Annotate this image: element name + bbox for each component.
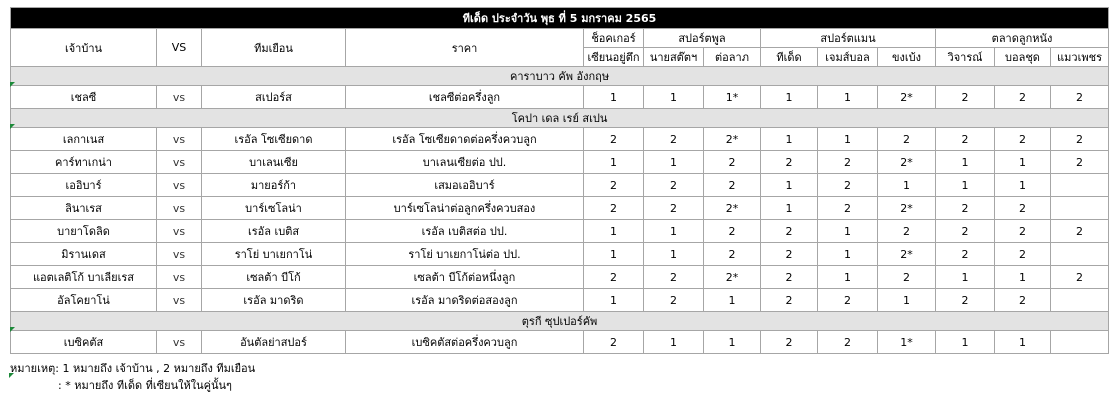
tip-pick: 2 xyxy=(936,243,995,266)
tip-pick: 1 xyxy=(584,151,644,174)
tip-pick: 1 xyxy=(584,289,644,312)
tip-pick: 2 xyxy=(644,128,704,151)
tip-pick: 2 xyxy=(584,331,644,354)
tip-pick: 2 xyxy=(761,243,818,266)
tip-pick: 1 xyxy=(761,86,818,109)
tip-pick: 1 xyxy=(644,331,704,354)
vs-label: vs xyxy=(157,331,202,354)
tip-pick: 1 xyxy=(761,174,818,197)
tip-pick: 2 xyxy=(584,174,644,197)
tip-pick: 2 xyxy=(878,266,936,289)
header-price: ราคา xyxy=(346,29,584,67)
tip-pick: 2 xyxy=(878,220,936,243)
tip-pick: 2 xyxy=(995,220,1051,243)
page-title: ทีเด็ด ประจำวัน พุธ ที่ 5 มกราคม 2565 xyxy=(11,8,1109,29)
tip-pick: 2 xyxy=(584,266,644,289)
away-team: มายอร์ก้า xyxy=(202,174,346,197)
odds-price: เซลต้า บีโก้ต่อหนึ่งลูก xyxy=(346,266,584,289)
odds-price: เรอัล เบติสต่อ ปป. xyxy=(346,220,584,243)
away-team: เรอัล เบติส xyxy=(202,220,346,243)
home-team: เออิบาร์ xyxy=(11,174,157,197)
tip-pick xyxy=(1051,289,1109,312)
tip-pick: 1 xyxy=(584,220,644,243)
tip-pick: 2* xyxy=(878,151,936,174)
away-team: บาเลนเซีย xyxy=(202,151,346,174)
tip-pick xyxy=(1051,331,1109,354)
tip-pick: 2 xyxy=(936,128,995,151)
tip-pick xyxy=(1051,197,1109,220)
tip-pick: 2 xyxy=(761,331,818,354)
home-team: คาร์ทาเกน่า xyxy=(11,151,157,174)
tip-pick: 1 xyxy=(818,266,878,289)
home-team: เบซิคตัส xyxy=(11,331,157,354)
note-line-1: หมายเหตุ: 1 หมายถึง เจ้าบ้าน , 2 หมายถึง ทีมเยือน xyxy=(10,362,256,375)
vs-label: vs xyxy=(157,289,202,312)
tip-pick: 2 xyxy=(995,86,1051,109)
tip-pick: 1 xyxy=(818,243,878,266)
note-line-2: : * หมายถึง ทีเด็ด ที่เซียนให้ในคู่นั้นๆ xyxy=(58,379,232,392)
header-group-shocker: ช็อคเกอร์ xyxy=(584,29,644,48)
header-home: เจ้าบ้าน xyxy=(11,29,157,67)
tips-sheet xyxy=(10,7,1108,394)
tip-pick: 2 xyxy=(818,331,878,354)
tip-pick: 1 xyxy=(878,174,936,197)
odds-price: เบซิคตัสต่อครึ่งควบลูก xyxy=(346,331,584,354)
away-team: เรอัล โซเซียดาด xyxy=(202,128,346,151)
header-vs: VS xyxy=(157,29,202,67)
corner-mark-icon xyxy=(9,373,14,378)
tip-pick: 1 xyxy=(995,174,1051,197)
tip-pick: 2* xyxy=(878,86,936,109)
header-tipster: เจมส์บอล xyxy=(818,48,878,67)
match-row xyxy=(11,151,1109,174)
away-team: บาร์เซโลน่า xyxy=(202,197,346,220)
tip-pick: 2 xyxy=(644,289,704,312)
tip-pick: 2 xyxy=(1051,220,1109,243)
away-team: ราโย่ บาเยกาโน่ xyxy=(202,243,346,266)
section-header: ตุรกี ซุปเปอร์คัพ xyxy=(11,312,1109,331)
corner-mark-icon xyxy=(10,124,15,129)
match-row xyxy=(11,86,1109,109)
home-team: เชลซี xyxy=(11,86,157,109)
tip-pick: 1 xyxy=(644,243,704,266)
tip-pick: 2* xyxy=(704,266,761,289)
home-team: ลินาเรส xyxy=(11,197,157,220)
header-tipster: วิจารณ์ xyxy=(936,48,995,67)
tip-pick: 1 xyxy=(818,86,878,109)
tip-pick: 1 xyxy=(995,266,1051,289)
vs-label: vs xyxy=(157,266,202,289)
tip-pick: 2 xyxy=(761,289,818,312)
tip-pick: 1 xyxy=(584,243,644,266)
tip-pick: 1* xyxy=(878,331,936,354)
tip-pick: 2 xyxy=(995,128,1051,151)
tip-pick: 1 xyxy=(761,128,818,151)
header-away: ทีมเยือน xyxy=(202,29,346,67)
corner-mark-icon xyxy=(10,82,15,87)
odds-price: เรอัล โซเซียดาดต่อครึ่งควบลูก xyxy=(346,128,584,151)
tip-pick: 2 xyxy=(1051,86,1109,109)
tip-pick: 1 xyxy=(704,331,761,354)
vs-label: vs xyxy=(157,174,202,197)
away-team: เซลต้า บีโก้ xyxy=(202,266,346,289)
tip-pick: 2 xyxy=(644,266,704,289)
away-team: เรอัล มาดริด xyxy=(202,289,346,312)
tip-pick: 2 xyxy=(704,220,761,243)
tip-pick: 2 xyxy=(936,289,995,312)
header-tipster: ต่อลาภ xyxy=(704,48,761,67)
tip-pick: 2 xyxy=(995,289,1051,312)
vs-label: vs xyxy=(157,220,202,243)
away-team: อันตัลย่าสปอร์ xyxy=(202,331,346,354)
tip-pick: 1* xyxy=(704,86,761,109)
tip-pick: 1 xyxy=(936,331,995,354)
tip-pick: 1 xyxy=(644,151,704,174)
home-team: แอตเลติโก้ บาเลียเรส xyxy=(11,266,157,289)
tip-pick: 1 xyxy=(818,220,878,243)
tip-pick: 2 xyxy=(936,197,995,220)
tip-pick: 1 xyxy=(704,289,761,312)
vs-label: vs xyxy=(157,128,202,151)
header-tipster: นายสต๊ตฯ xyxy=(644,48,704,67)
tip-pick: 2 xyxy=(644,174,704,197)
tip-pick: 2 xyxy=(878,128,936,151)
tip-pick xyxy=(1051,243,1109,266)
tip-pick: 2 xyxy=(995,197,1051,220)
tip-pick: 1 xyxy=(936,151,995,174)
tip-pick: 2 xyxy=(704,243,761,266)
tip-pick xyxy=(1051,174,1109,197)
tip-pick: 2* xyxy=(704,128,761,151)
tip-pick: 1 xyxy=(644,86,704,109)
header-tipster: ทีเด็ด xyxy=(761,48,818,67)
tip-pick: 2 xyxy=(818,174,878,197)
tip-pick: 2 xyxy=(995,243,1051,266)
notes xyxy=(10,360,1108,394)
tip-pick: 2* xyxy=(704,197,761,220)
header-group-sportman: สปอร์ตแมน xyxy=(761,29,936,48)
tip-pick: 1 xyxy=(818,128,878,151)
away-team: สเปอร์ส xyxy=(202,86,346,109)
tip-pick: 1 xyxy=(644,220,704,243)
header-tipster: เซียนอยู่ตึก xyxy=(584,48,644,67)
match-row xyxy=(11,128,1109,151)
section-header: คาราบาว คัพ อังกฤษ xyxy=(11,67,1109,86)
tip-pick: 1 xyxy=(936,174,995,197)
section-header: โคปา เดล เรย์ สเปน xyxy=(11,109,1109,128)
match-row xyxy=(11,331,1109,354)
corner-mark-icon xyxy=(10,327,15,332)
home-team: เลกาเนส xyxy=(11,128,157,151)
odds-price: เชลซีต่อครึ่งลูก xyxy=(346,86,584,109)
tip-pick: 2 xyxy=(818,197,878,220)
tip-pick: 1 xyxy=(878,289,936,312)
odds-price: เสมอเออิบาร์ xyxy=(346,174,584,197)
tip-pick: 2 xyxy=(644,197,704,220)
home-team: อัลโคยาโน่ xyxy=(11,289,157,312)
header-group-talad: ตลาดลูกหนัง xyxy=(936,29,1109,48)
match-row xyxy=(11,197,1109,220)
tip-pick: 2 xyxy=(584,128,644,151)
vs-label: vs xyxy=(157,197,202,220)
tip-pick: 2 xyxy=(761,151,818,174)
home-team: มิรานเดส xyxy=(11,243,157,266)
tip-pick: 2 xyxy=(1051,266,1109,289)
vs-label: vs xyxy=(157,243,202,266)
tips-table xyxy=(10,7,1109,354)
tip-pick: 2 xyxy=(704,151,761,174)
header-tipster: แมวเพชร xyxy=(1051,48,1109,67)
tip-pick: 1 xyxy=(584,86,644,109)
odds-price: บาร์เซโลน่าต่อลูกครึ่งควบสอง xyxy=(346,197,584,220)
match-row xyxy=(11,243,1109,266)
odds-price: บาเลนเซียต่อ ปป. xyxy=(346,151,584,174)
tip-pick: 2 xyxy=(761,266,818,289)
odds-price: ราโย่ บาเยกาโน่ต่อ ปป. xyxy=(346,243,584,266)
vs-label: vs xyxy=(157,86,202,109)
header-group-sportpool: สปอร์ตพูล xyxy=(644,29,761,48)
tip-pick: 1 xyxy=(995,331,1051,354)
match-row xyxy=(11,266,1109,289)
tip-pick: 2 xyxy=(818,151,878,174)
tip-pick: 1 xyxy=(936,266,995,289)
odds-price: เรอัล มาดริดต่อสองลูก xyxy=(346,289,584,312)
tip-pick: 2 xyxy=(936,86,995,109)
tip-pick: 1 xyxy=(995,151,1051,174)
tip-pick: 2* xyxy=(878,197,936,220)
match-row xyxy=(11,174,1109,197)
tip-pick: 2 xyxy=(1051,151,1109,174)
tip-pick: 1 xyxy=(761,197,818,220)
tip-pick: 2 xyxy=(584,197,644,220)
match-row xyxy=(11,289,1109,312)
tip-pick: 2* xyxy=(878,243,936,266)
tip-pick: 2 xyxy=(818,289,878,312)
tip-pick: 2 xyxy=(1051,128,1109,151)
tip-pick: 2 xyxy=(704,174,761,197)
header-tipster: บอลชุด xyxy=(995,48,1051,67)
header-tipster: ขงเบ้ง xyxy=(878,48,936,67)
tip-pick: 2 xyxy=(936,220,995,243)
vs-label: vs xyxy=(157,151,202,174)
tip-pick: 2 xyxy=(761,220,818,243)
home-team: บายาโดลิด xyxy=(11,220,157,243)
match-row xyxy=(11,220,1109,243)
